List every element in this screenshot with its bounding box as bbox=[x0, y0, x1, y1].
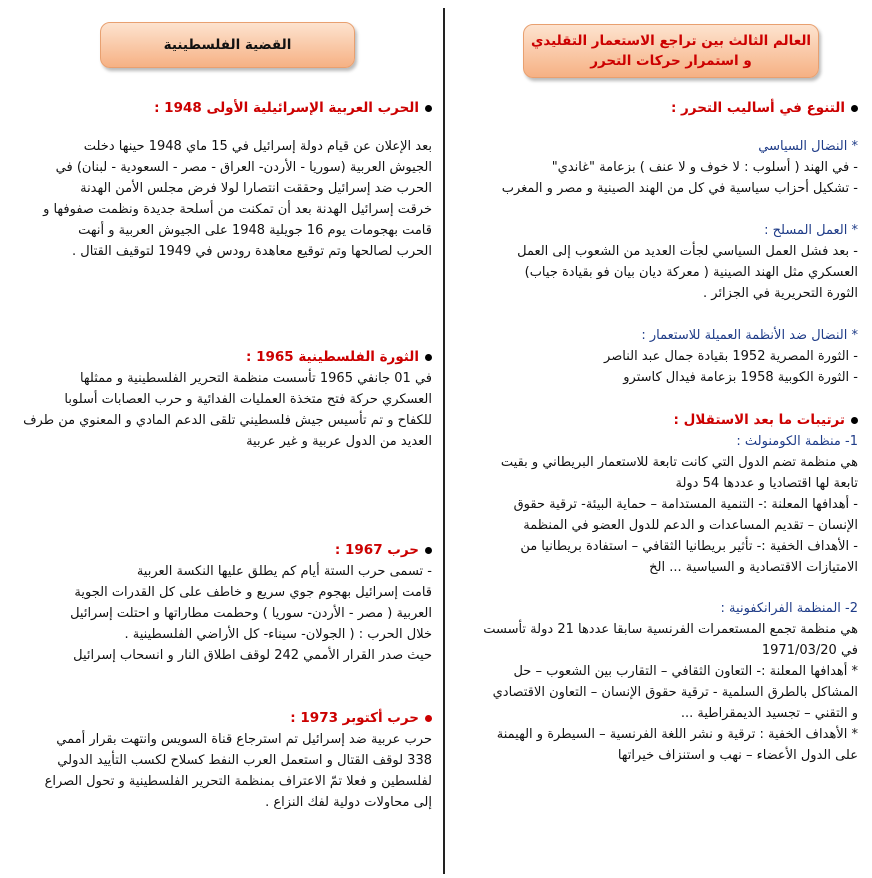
liberation-methods-section bbox=[458, 98, 858, 119]
text-line: * الأهداف الخفية : ترقية و نشر اللغة الفرنسية – السيطرة و الهيمنة bbox=[496, 727, 858, 742]
subheading: 2- المنظمة الفرانكفونية : bbox=[720, 601, 858, 616]
bullet-icon bbox=[851, 417, 858, 424]
text-line: - في الهند ( أسلوب : لا خوف و لا عنف ) بزعامة "غاندي" bbox=[551, 160, 858, 175]
right-column bbox=[458, 0, 858, 878]
left-title-box bbox=[100, 22, 355, 68]
text-line: الحرب ضد إسرائيل وحققت انتصارا لولا فرض مجلس الأمن الهدنة bbox=[80, 181, 432, 196]
text-line: و التقني – تجسيد الديمقراطية ... bbox=[680, 706, 858, 721]
text-line: الجيوش العربية (سوريا - الأردن- العراق - مصر - السعودية - لبنان) في bbox=[55, 160, 432, 175]
francophonie-block bbox=[458, 598, 858, 766]
bullet-icon bbox=[425, 547, 432, 554]
text-line: قامت إسرائيل بهجوم جوي سريع و خاطف على كل القدرات الجوية bbox=[74, 585, 432, 600]
text-line: في 01 جانفي 1965 تأسست منظمة التحرير الفلسطينية و ممثلها bbox=[79, 371, 432, 386]
text-line: لفلسطين و فعلا تمّ الاعتراف بمنظمة التحرير الفلسطينية و تحول الصراع bbox=[44, 774, 432, 789]
bullet-icon bbox=[851, 105, 858, 112]
text-line: الامتيازات الاقتصادية و السياسية ... الخ bbox=[649, 560, 858, 575]
armed-struggle-block bbox=[458, 220, 858, 304]
section-heading: ترتيبات ما بعد الاستقلال : bbox=[673, 412, 845, 428]
text-line: خرقت إسرائيل الهدنة بعد أن تمكنت من أسلحة جديدة ونظمت صفوفها و bbox=[43, 202, 432, 217]
left-title: القضية الفلسطينية bbox=[163, 37, 292, 53]
revolution-1965-section bbox=[14, 347, 432, 452]
subheading: * العمل المسلح : bbox=[764, 223, 858, 238]
text-line: - الثورة المصرية 1952 بقيادة جمال عبد الناصر bbox=[604, 349, 858, 364]
text-line: إلى محاولات دولية لفك النزاع . bbox=[265, 795, 432, 810]
text-line: الثورة التحريرية في الجزائر . bbox=[703, 286, 858, 301]
war-1948-section bbox=[14, 98, 432, 119]
text-line: - تسمى حرب الستة أيام كم يطلق عليها النكسة العربية bbox=[136, 564, 432, 579]
text-line: هي منظمة تجمع المستعمرات الفرنسية سابقا عددها 21 دولة تأسست bbox=[483, 622, 858, 637]
text-line: هي منظمة تضم الدول التي كانت تابعة للاستعمار البريطاني و بقيت bbox=[500, 455, 858, 470]
text-line: * أهدافها المعلنة :- التعاون الثقافي – التقارب بين الشعوب – حل bbox=[513, 664, 858, 679]
text-line: المشاكل بالطرق السلمية - ترقية حقوق الإنسان – التعاون الاقتصادي bbox=[492, 685, 858, 700]
bullet-icon bbox=[425, 354, 432, 361]
left-column bbox=[14, 0, 432, 878]
text-line: خلال الحرب : ( الجولان- سيناء- كل الأراضي الفلسطينية . bbox=[124, 627, 432, 642]
subheading: * النضال السياسي bbox=[758, 139, 858, 154]
text-line: حيث صدر القرار الأممي 242 لوقف اطلاق النار و انسحاب إسرائيل bbox=[73, 648, 432, 663]
text-line: على الدول الأعضاء – نهب و استنزاف خيراتها bbox=[617, 748, 858, 763]
column-divider bbox=[443, 8, 445, 874]
text-line: بعد الإعلان عن قيام دولة إسرائيل في 15 ماي 1948 حينها دخلت bbox=[83, 139, 432, 154]
text-line: الحرب لصالحها وتم توقيع معاهدة رودس في 1949 لتوقيف القتال . bbox=[72, 244, 432, 259]
text-line: العسكري مثل الهند الصينية ( معركة ديان بيان فو بقيادة جياب) bbox=[524, 265, 858, 280]
text-line: - أهدافها المعلنة :- التنمية المستدامة – حماية البيئة- ترقية حقوق bbox=[513, 497, 858, 512]
war-1973-section bbox=[14, 708, 432, 813]
section-heading: حرب 1967 : bbox=[334, 542, 419, 558]
war-1967-section bbox=[14, 540, 432, 666]
text-line: في 1971/03/20 bbox=[761, 643, 858, 658]
section-heading: التنوع في أساليب التحرر : bbox=[670, 100, 845, 116]
text-line: قامت بهجومات يوم 16 جويلية 1948 على الجيوش العربية و أنهت bbox=[78, 223, 432, 238]
right-title-box bbox=[523, 24, 819, 78]
text-line: العربية ( مصر - الأردن- سوريا ) وحطمت مطاراتها و احتلت إسرائيل bbox=[70, 606, 432, 621]
text-line: تابعة لها اقتصاديا و عددها 54 دولة bbox=[675, 476, 858, 491]
text-line: العسكري حركة فتح متخذة العمليات الفدائية و حرب العصابات أسلوبا bbox=[64, 392, 432, 407]
right-title-line-2: و استمرار حركات التحرر bbox=[590, 53, 752, 69]
text-line: - بعد فشل العمل السياسي لجأت العديد من الشعوب إلى العمل bbox=[517, 244, 858, 259]
subheading: 1- منظمة الكومنولث : bbox=[736, 434, 858, 449]
subheading: * النضال ضد الأنظمة العميلة للاستعمار : bbox=[641, 328, 858, 343]
bullet-icon bbox=[425, 105, 432, 112]
text-line: 338 لوقف القتال و استعمل العرب النفط كسلاح لكسب التأييد الدولي bbox=[57, 753, 432, 768]
text-line: - تشكيل أحزاب سياسية في كل من الهند الصينية و مصر و المغرب bbox=[501, 181, 858, 196]
bullet-icon bbox=[425, 715, 432, 722]
anti-regime-block bbox=[458, 325, 858, 388]
post-independence-section bbox=[458, 410, 858, 578]
war-1948-text bbox=[14, 136, 432, 262]
text-line: - الأهداف الخفية :- تأثير بريطانيا الثقافي – استفادة بريطانيا من bbox=[520, 539, 858, 554]
section-heading: الحرب العربية الإسرائيلية الأولى 1948 : bbox=[154, 100, 419, 116]
text-line: للكفاح و تم تأسيس جيش فلسطيني تلقى الدعم المادي و المعنوي من طرف bbox=[23, 413, 432, 428]
section-heading: الثورة الفلسطينية 1965 : bbox=[245, 349, 419, 365]
political-struggle-block bbox=[458, 136, 858, 199]
text-line: حرب عربية ضد إسرائيل تم استرجاع قناة السويس وانتهت بقرار أممي bbox=[56, 732, 432, 747]
text-line: الإنسان – تقديم المساعدات و الدعم للدول العضو في المنظمة bbox=[523, 518, 858, 533]
right-title-line-1: العالم الثالث بين تراجع الاستعمار التقليدي bbox=[530, 33, 812, 49]
text-line: - الثورة الكوبية 1958 بزعامة فيدال كاسترو bbox=[623, 370, 858, 385]
text-line: العديد من الدول عربية و غير عربية bbox=[246, 434, 432, 449]
section-heading: حرب أكتوبر 1973 : bbox=[290, 710, 419, 726]
